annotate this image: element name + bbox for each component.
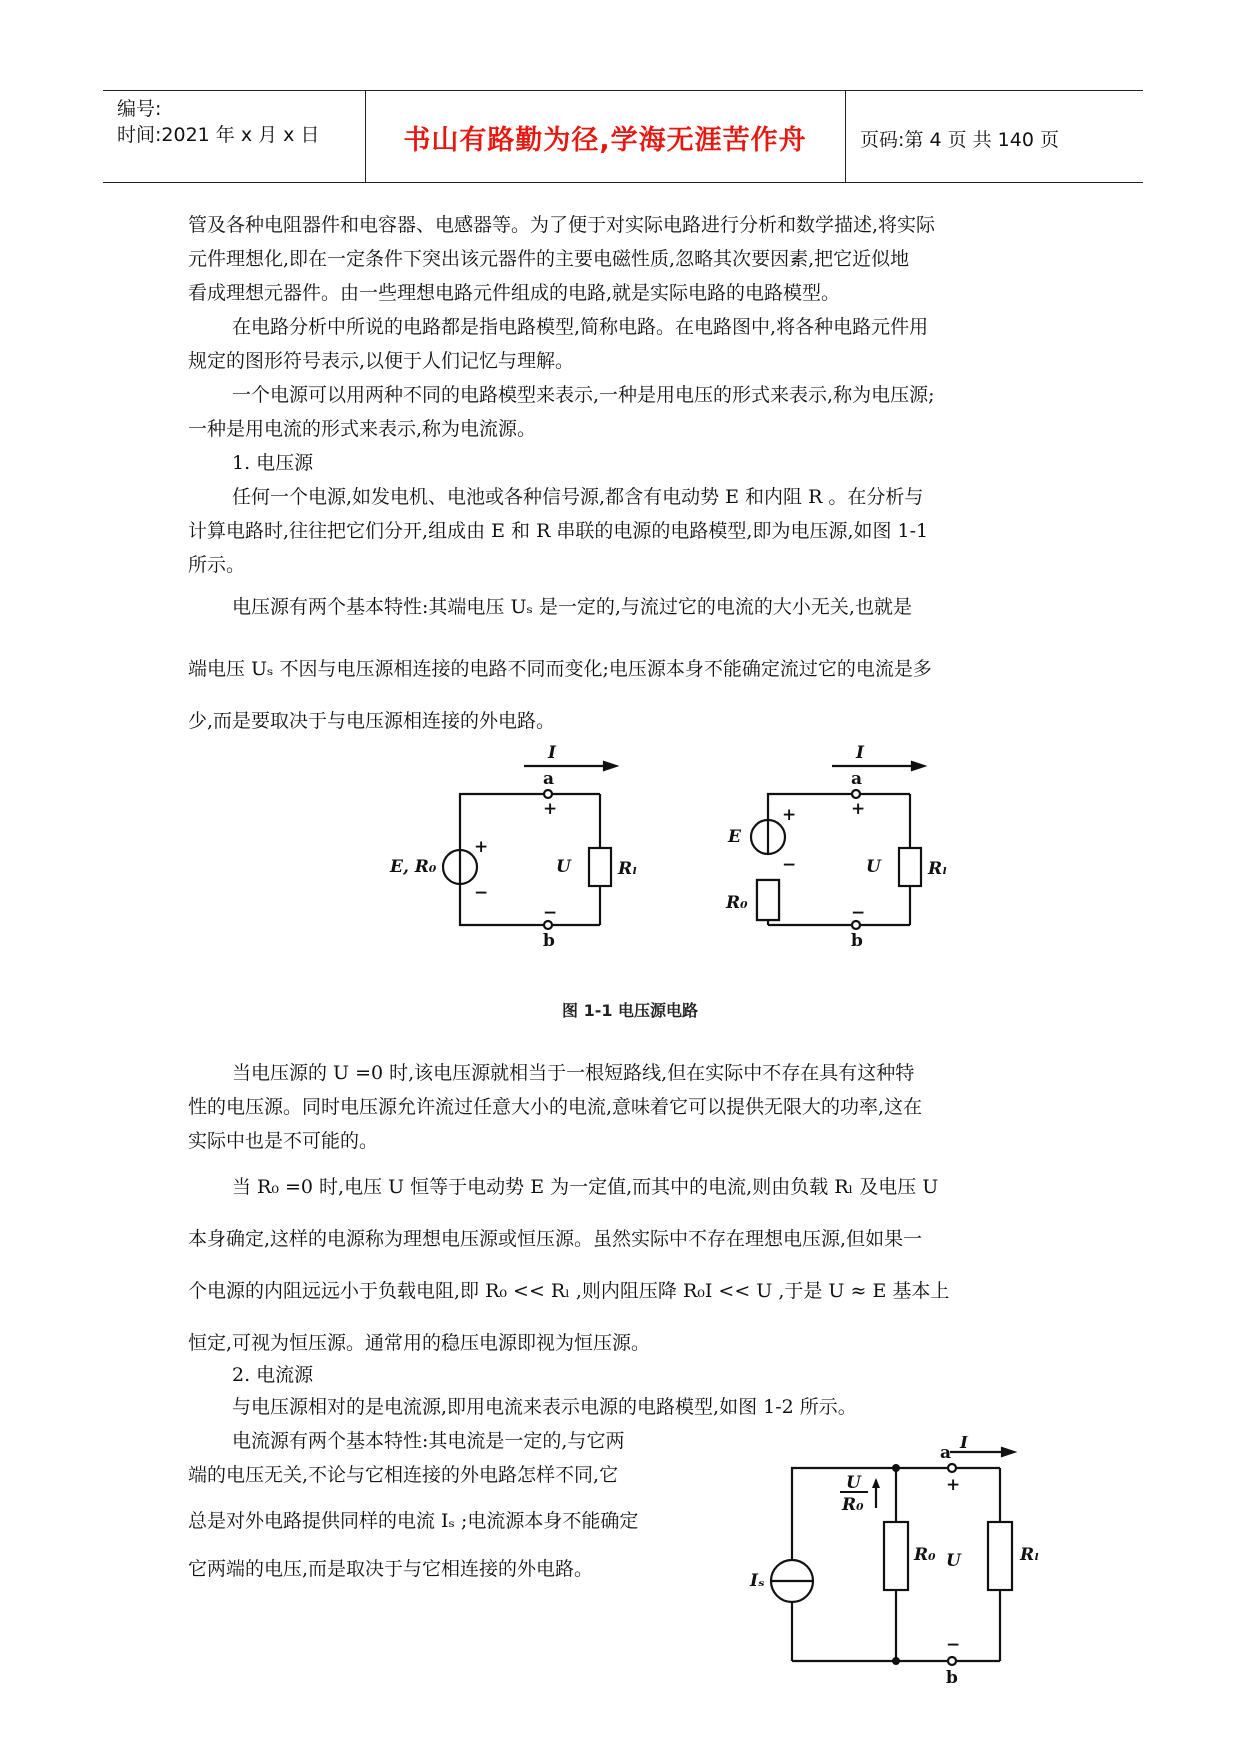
paragraph-line: 本身确定,这样的电源称为理想电压源或恒压源。虽然实际中不存在理想电压源,但如果一	[188, 1228, 923, 1250]
header-divider-right	[845, 90, 846, 182]
paragraph-line: 恒定,可视为恒压源。通常用的稳压电源即视为恒压源。	[188, 1332, 651, 1354]
header-bottom-rule	[103, 182, 1143, 183]
section-heading: 1. 电压源	[232, 452, 314, 474]
section-heading: 2. 电流源	[232, 1364, 314, 1386]
fig2-current-label: I	[960, 1436, 968, 1453]
fig2-branch-numerator: U	[846, 1473, 861, 1493]
fig1-left-src-minus: −	[474, 883, 489, 903]
fig1-left-u-label: U	[556, 857, 571, 877]
paragraph-line: 实际中也是不可能的。	[188, 1130, 379, 1152]
paragraph-line: 元件理想化,即在一定条件下突出该元器件的主要电磁性质,忽略其次要因素,把它近似地	[188, 248, 910, 270]
header-motto: 书山有路勤为径,学海无涯苦作舟	[403, 125, 807, 156]
fig1-left-minus-bottom: −	[543, 903, 558, 923]
paragraph-line: 管及各种电阻器件和电容器、电感器等。为了便于对实际电路进行分析和数学描述,将实际	[188, 214, 936, 236]
fig1-left-plus-top: +	[543, 799, 558, 819]
paragraph-line: 与电压源相对的是电流源,即用电流来表示电源的电路模型,如图 1-2 所示。	[232, 1396, 857, 1418]
fig1-left-node-a: a	[543, 769, 555, 789]
fig2-r0-label: R₀	[914, 1545, 936, 1565]
paragraph-line: 总是对外电路提供同样的电流 Iₛ ;电流源本身不能确定	[188, 1510, 639, 1532]
fig1-right-r0-label: R₀	[726, 893, 748, 913]
paragraph-line: 在电路分析中所说的电路都是指电路模型,简称电路。在电路图中,将各种电路元件用	[232, 316, 929, 338]
fig2-branch-denominator: R₀	[842, 1495, 864, 1515]
fig2-plus: +	[946, 1475, 961, 1495]
fig1-right-current-label: I	[856, 743, 864, 763]
fig1-right-node-a: a	[851, 769, 863, 789]
fig1-left-source-label: E, R₀	[390, 857, 437, 877]
figure-1-1-circuits	[0, 740, 1241, 1040]
fig2-node-a: a	[940, 1443, 952, 1463]
paragraph-line: 端电压 Uₛ 不因与电压源相连接的电路不同而变化;电压源本身不能确定流过它的电流是多	[188, 658, 932, 680]
fig2-minus: −	[946, 1635, 961, 1655]
fig2-is-label: Iₛ	[750, 1571, 765, 1591]
fig1-right-minus-bottom: −	[851, 903, 866, 923]
header-number-label: 编号:	[117, 98, 162, 120]
fig2-load-label: Rₗ	[1020, 1545, 1040, 1565]
paragraph-line: 端的电压无关,不论与它相连接的外电路怎样不同,它	[188, 1464, 619, 1486]
paragraph-line: 电压源有两个基本特性:其端电压 Uₛ 是一定的,与流过它的电流的大小无关,也就是	[232, 596, 912, 618]
paragraph-line: 它两端的电压,而是取决于与它相连接的外电路。	[188, 1558, 594, 1580]
paragraph-line: 计算电路时,往往把它们分开,组成由 E 和 R 串联的电源的电路模型,即为电压源,如图 1-1	[188, 520, 929, 542]
paragraph-line: 看成理想元器件。由一些理想电路元件组成的电路,就是实际电路的电路模型。	[188, 282, 841, 304]
paragraph-line: 所示。	[188, 554, 246, 576]
paragraph-line: 当 R₀ =0 时,电压 U 恒等于电动势 E 为一定值,而其中的电流,则由负载 Rₗ 及电压 U	[232, 1176, 939, 1198]
fig1-right-node-b: b	[851, 931, 863, 951]
paragraph-line: 少,而是要取决于与电压源相连接的外电路。	[188, 710, 556, 732]
fig1-right-u-label: U	[866, 857, 881, 877]
paragraph-line: 电流源有两个基本特性:其电流是一定的,与它两	[232, 1430, 625, 1452]
paragraph-line: 个电源的内阻远远小于负载电阻,即 R₀ << Rₗ ,则内阻压降 R₀I << U ,于是 U ≈ E 基本上	[188, 1280, 950, 1302]
figure-1-1-caption: 图 1-1 电压源电路	[562, 1001, 699, 1020]
fig1-right-plus-top: +	[851, 799, 866, 819]
fig1-left-node-b: b	[543, 931, 555, 951]
header-top-rule	[103, 90, 1143, 91]
fig1-left-src-plus: +	[474, 837, 489, 857]
paragraph-line: 一个电源可以用两种不同的电路模型来表示,一种是用电压的形式来表示,称为电压源;	[232, 384, 935, 406]
fig1-right-e-label: E	[728, 827, 741, 847]
paragraph-line: 任何一个电源,如发电机、电池或各种信号源,都含有电动势 E 和内阻 R 。在分析与	[232, 486, 924, 508]
fig1-right-src-minus: −	[782, 855, 797, 875]
header-time-label: 时间:2021 年 x 月 x 日	[117, 124, 320, 146]
paragraph-line: 一种是用电流的形式来表示,称为电流源。	[188, 418, 537, 440]
fig1-left-load-label: Rₗ	[618, 859, 638, 879]
header-page-info: 页码:第 4 页 共 140 页	[860, 129, 1059, 151]
paragraph-line: 当电压源的 U =0 时,该电压源就相当于一根短路线,但在实际中不存在具有这种特	[232, 1062, 915, 1084]
paragraph-line: 性的电压源。同时电压源允许流过任意大小的电流,意味着它可以提供无限大的功率,这在	[188, 1096, 923, 1118]
fig1-right-load-label: Rₗ	[928, 859, 948, 879]
figure-1-2-current-source-circuit	[740, 1436, 1080, 1686]
fig2-node-b: b	[946, 1668, 958, 1686]
fig1-left-current-label: I	[548, 743, 556, 763]
fig1-right-src-plus: +	[782, 805, 797, 825]
paragraph-line: 规定的图形符号表示,以便于人们记忆与理解。	[188, 350, 575, 372]
fig2-u-label: U	[946, 1551, 961, 1571]
